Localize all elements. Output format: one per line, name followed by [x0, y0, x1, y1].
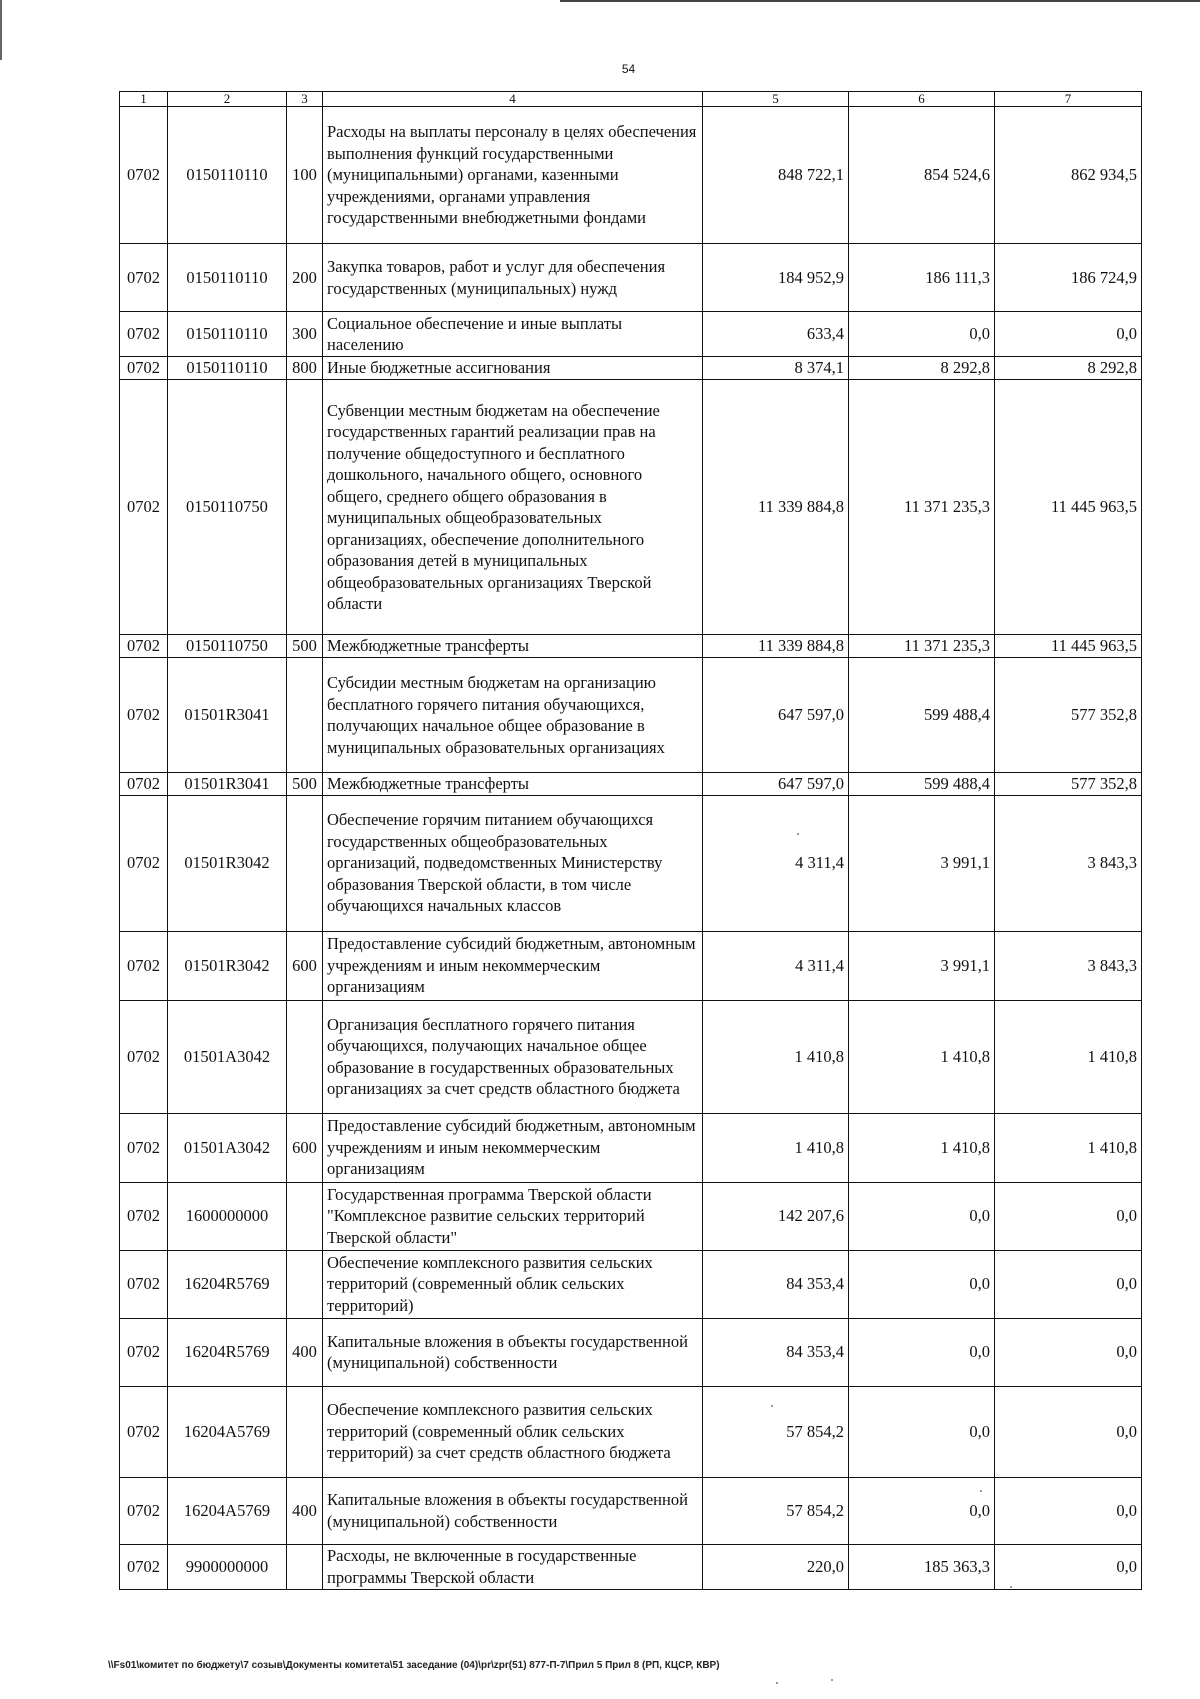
amount-year2-cell: 11 371 235,3 — [849, 380, 995, 635]
amount-year3-cell: 11 445 963,5 — [995, 635, 1142, 658]
amount-year2-cell: 3 991,1 — [849, 795, 995, 931]
scan-speck — [1010, 1586, 1012, 1588]
description-cell: Расходы, не включенные в государственные программы Тверской области — [323, 1544, 703, 1589]
amount-year2-cell: 185 363,3 — [849, 1544, 995, 1589]
target-article-cell: 0150110110 — [168, 244, 287, 312]
amount-year2-cell: 3 991,1 — [849, 931, 995, 1000]
target-article-cell: 9900000000 — [168, 1544, 287, 1589]
expense-type-cell: 100 — [287, 107, 323, 244]
target-article-cell: 01501A3042 — [168, 1000, 287, 1113]
section-code-cell: 0702 — [120, 1113, 168, 1182]
amount-year1-cell: 4 311,4 — [703, 931, 849, 1000]
table-row — [120, 1182, 1142, 1250]
expense-type-cell: 300 — [287, 312, 323, 357]
table-row — [120, 773, 1142, 796]
expense-type-cell: 400 — [287, 1318, 323, 1386]
column-header: 1 — [120, 92, 168, 107]
column-header: 7 — [995, 92, 1142, 107]
expense-type-cell: 600 — [287, 931, 323, 1000]
expense-type-cell — [287, 1544, 323, 1589]
amount-year3-cell: 3 843,3 — [995, 795, 1142, 931]
expense-type-cell: 200 — [287, 244, 323, 312]
section-code-cell: 0702 — [120, 244, 168, 312]
header-row — [120, 92, 1142, 107]
amount-year3-cell: 8 292,8 — [995, 357, 1142, 380]
target-article-cell: 0150110110 — [168, 357, 287, 380]
section-code-cell: 0702 — [120, 1477, 168, 1544]
amount-year1-cell: 4 311,4 — [703, 795, 849, 931]
amount-year3-cell: 0,0 — [995, 1477, 1142, 1544]
column-header: 3 — [287, 92, 323, 107]
amount-year1-cell: 184 952,9 — [703, 244, 849, 312]
amount-year1-cell: 11 339 884,8 — [703, 635, 849, 658]
amount-year1-cell: 1 410,8 — [703, 1000, 849, 1113]
table-row — [120, 1386, 1142, 1477]
amount-year1-cell: 57 854,2 — [703, 1386, 849, 1477]
scan-edge-left — [0, 0, 2, 60]
amount-year1-cell: 220,0 — [703, 1544, 849, 1589]
section-code-cell: 0702 — [120, 658, 168, 773]
amount-year3-cell: 1 410,8 — [995, 1113, 1142, 1182]
table-row — [120, 357, 1142, 380]
target-article-cell: 01501A3042 — [168, 1113, 287, 1182]
table-row — [120, 1477, 1142, 1544]
expense-type-cell — [287, 1250, 323, 1318]
section-code-cell: 0702 — [120, 1544, 168, 1589]
expense-type-cell — [287, 1182, 323, 1250]
file-path-footer: \\Fs01\комитет по бюджету\7 созыв\Документы комитета\51 заседание (04)\pr\zpr(51) 877-П-7\Прил 5 Прил 8 (РП, КЦСР, КВР) — [108, 1660, 720, 1671]
amount-year2-cell: 186 111,3 — [849, 244, 995, 312]
expense-type-cell — [287, 1000, 323, 1113]
expense-type-cell: 600 — [287, 1113, 323, 1182]
scan-speck — [831, 1679, 833, 1681]
target-article-cell: 01501R3041 — [168, 658, 287, 773]
amount-year1-cell: 11 339 884,8 — [703, 380, 849, 635]
amount-year3-cell: 186 724,9 — [995, 244, 1142, 312]
amount-year2-cell: 0,0 — [849, 1386, 995, 1477]
section-code-cell: 0702 — [120, 1318, 168, 1386]
table-row — [120, 1250, 1142, 1318]
amount-year1-cell: 57 854,2 — [703, 1477, 849, 1544]
description-cell: Обеспечение комплексного развития сельских территорий (современный облик сельских территорий) за счет средств областного бюджета — [323, 1386, 703, 1477]
target-article-cell: 0150110110 — [168, 312, 287, 357]
column-header: 4 — [323, 92, 703, 107]
description-cell: Организация бесплатного горячего питания обучающихся, получающих начальное общее образование в государственных образовательных организациях за счет средств областного бюджета — [323, 1000, 703, 1113]
amount-year1-cell: 633,4 — [703, 312, 849, 357]
amount-year2-cell: 599 488,4 — [849, 658, 995, 773]
table-row — [120, 931, 1142, 1000]
section-code-cell: 0702 — [120, 795, 168, 931]
amount-year2-cell: 0,0 — [849, 1477, 995, 1544]
column-header: 5 — [703, 92, 849, 107]
budget-table — [119, 91, 1142, 1590]
amount-year3-cell: 0,0 — [995, 1544, 1142, 1589]
target-article-cell: 0150110750 — [168, 380, 287, 635]
table-row — [120, 1318, 1142, 1386]
description-cell: Закупка товаров, работ и услуг для обеспечения государственных (муниципальных) нужд — [323, 244, 703, 312]
table-row — [120, 380, 1142, 635]
table-row — [120, 795, 1142, 931]
column-header: 6 — [849, 92, 995, 107]
amount-year1-cell: 848 722,1 — [703, 107, 849, 244]
amount-year3-cell: 577 352,8 — [995, 773, 1142, 796]
amount-year3-cell: 0,0 — [995, 1318, 1142, 1386]
table-row — [120, 635, 1142, 658]
scan-speck — [776, 1682, 778, 1684]
amount-year1-cell: 647 597,0 — [703, 658, 849, 773]
amount-year3-cell: 3 843,3 — [995, 931, 1142, 1000]
scan-speck — [797, 833, 799, 835]
description-cell: Социальное обеспечение и иные выплаты населению — [323, 312, 703, 357]
description-cell: Государственная программа Тверской области "Комплексное развитие сельских территорий Тверской области" — [323, 1182, 703, 1250]
amount-year1-cell: 8 374,1 — [703, 357, 849, 380]
expense-type-cell — [287, 795, 323, 931]
expense-type-cell: 500 — [287, 773, 323, 796]
amount-year2-cell: 854 524,6 — [849, 107, 995, 244]
amount-year2-cell: 11 371 235,3 — [849, 635, 995, 658]
section-code-cell: 0702 — [120, 635, 168, 658]
amount-year3-cell: 0,0 — [995, 1386, 1142, 1477]
description-cell: Субсидии местным бюджетам на организацию бесплатного горячего питания обучающихся, получающих начальное общее образование в муниципальных образовательных организациях — [323, 658, 703, 773]
section-code-cell: 0702 — [120, 1386, 168, 1477]
table-row — [120, 658, 1142, 773]
expense-type-cell — [287, 1386, 323, 1477]
page-number: 54 — [621, 62, 636, 76]
section-code-cell: 0702 — [120, 1182, 168, 1250]
amount-year2-cell: 599 488,4 — [849, 773, 995, 796]
amount-year3-cell: 577 352,8 — [995, 658, 1142, 773]
amount-year3-cell: 0,0 — [995, 1182, 1142, 1250]
description-cell: Капитальные вложения в объекты государственной (муниципальной) собственности — [323, 1318, 703, 1386]
amount-year2-cell: 8 292,8 — [849, 357, 995, 380]
description-cell: Предоставление субсидий бюджетным, автономным учреждениям и иным некоммерческим организациям — [323, 931, 703, 1000]
description-cell: Обеспечение комплексного развития сельских территорий (современный облик сельских территорий) — [323, 1250, 703, 1318]
amount-year2-cell: 0,0 — [849, 312, 995, 357]
section-code-cell: 0702 — [120, 931, 168, 1000]
section-code-cell: 0702 — [120, 107, 168, 244]
scan-speck — [771, 1405, 773, 1407]
description-cell: Капитальные вложения в объекты государственной (муниципальной) собственности — [323, 1477, 703, 1544]
description-cell: Расходы на выплаты персоналу в целях обеспечения выполнения функций государственными (муниципальными) органами, казенными учреждениями, органами управления государственными внебюджетными фондами — [323, 107, 703, 244]
description-cell: Субвенции местным бюджетам на обеспечение государственных гарантий реализации прав на получение общедоступного и бесплатного дошкольного, начального общего, основного общего, среднего общего образования в муниципальных общеобразовательных организациях, обеспечение дополнительного образования детей в муниципальных общеобразовательных организациях Тверской области — [323, 380, 703, 635]
target-article-cell: 0150110110 — [168, 107, 287, 244]
section-code-cell: 0702 — [120, 1000, 168, 1113]
target-article-cell: 01501R3041 — [168, 773, 287, 796]
table-row — [120, 107, 1142, 244]
amount-year1-cell: 647 597,0 — [703, 773, 849, 796]
amount-year1-cell: 1 410,8 — [703, 1113, 849, 1182]
amount-year2-cell: 0,0 — [849, 1318, 995, 1386]
scan-speck — [980, 1490, 982, 1492]
target-article-cell: 16204A5769 — [168, 1386, 287, 1477]
expense-type-cell — [287, 658, 323, 773]
table-row — [120, 312, 1142, 357]
amount-year2-cell: 1 410,8 — [849, 1000, 995, 1113]
amount-year2-cell: 1 410,8 — [849, 1113, 995, 1182]
target-article-cell: 16204R5769 — [168, 1318, 287, 1386]
target-article-cell: 16204A5769 — [168, 1477, 287, 1544]
target-article-cell: 01501R3042 — [168, 931, 287, 1000]
amount-year3-cell: 0,0 — [995, 1250, 1142, 1318]
amount-year3-cell: 11 445 963,5 — [995, 380, 1142, 635]
section-code-cell: 0702 — [120, 380, 168, 635]
expense-type-cell: 400 — [287, 1477, 323, 1544]
expense-type-cell: 800 — [287, 357, 323, 380]
amount-year2-cell: 0,0 — [849, 1182, 995, 1250]
target-article-cell: 01501R3042 — [168, 795, 287, 931]
amount-year3-cell: 862 934,5 — [995, 107, 1142, 244]
amount-year1-cell: 84 353,4 — [703, 1318, 849, 1386]
target-article-cell: 0150110750 — [168, 635, 287, 658]
column-header: 2 — [168, 92, 287, 107]
amount-year2-cell: 0,0 — [849, 1250, 995, 1318]
expense-type-cell — [287, 380, 323, 635]
target-article-cell: 16204R5769 — [168, 1250, 287, 1318]
description-cell: Межбюджетные трансферты — [323, 773, 703, 796]
amount-year3-cell: 1 410,8 — [995, 1000, 1142, 1113]
table-body — [120, 107, 1142, 1590]
table-row — [120, 244, 1142, 312]
description-cell: Обеспечение горячим питанием обучающихся государственных общеобразовательных организаций, подведомственных Министерству образования Тверской области, в том числе обучающихся начальных классов — [323, 795, 703, 931]
section-code-cell: 0702 — [120, 773, 168, 796]
amount-year1-cell: 142 207,6 — [703, 1182, 849, 1250]
table-row — [120, 1113, 1142, 1182]
section-code-cell: 0702 — [120, 312, 168, 357]
section-code-cell: 0702 — [120, 1250, 168, 1318]
amount-year3-cell: 0,0 — [995, 312, 1142, 357]
amount-year1-cell: 84 353,4 — [703, 1250, 849, 1318]
section-code-cell: 0702 — [120, 357, 168, 380]
target-article-cell: 1600000000 — [168, 1182, 287, 1250]
table-row — [120, 1000, 1142, 1113]
description-cell: Межбюджетные трансферты — [323, 635, 703, 658]
description-cell: Предоставление субсидий бюджетным, автономным учреждениям и иным некоммерческим организациям — [323, 1113, 703, 1182]
scan-edge-top — [560, 0, 1200, 2]
table-row — [120, 1544, 1142, 1589]
description-cell: Иные бюджетные ассигнования — [323, 357, 703, 380]
expense-type-cell: 500 — [287, 635, 323, 658]
